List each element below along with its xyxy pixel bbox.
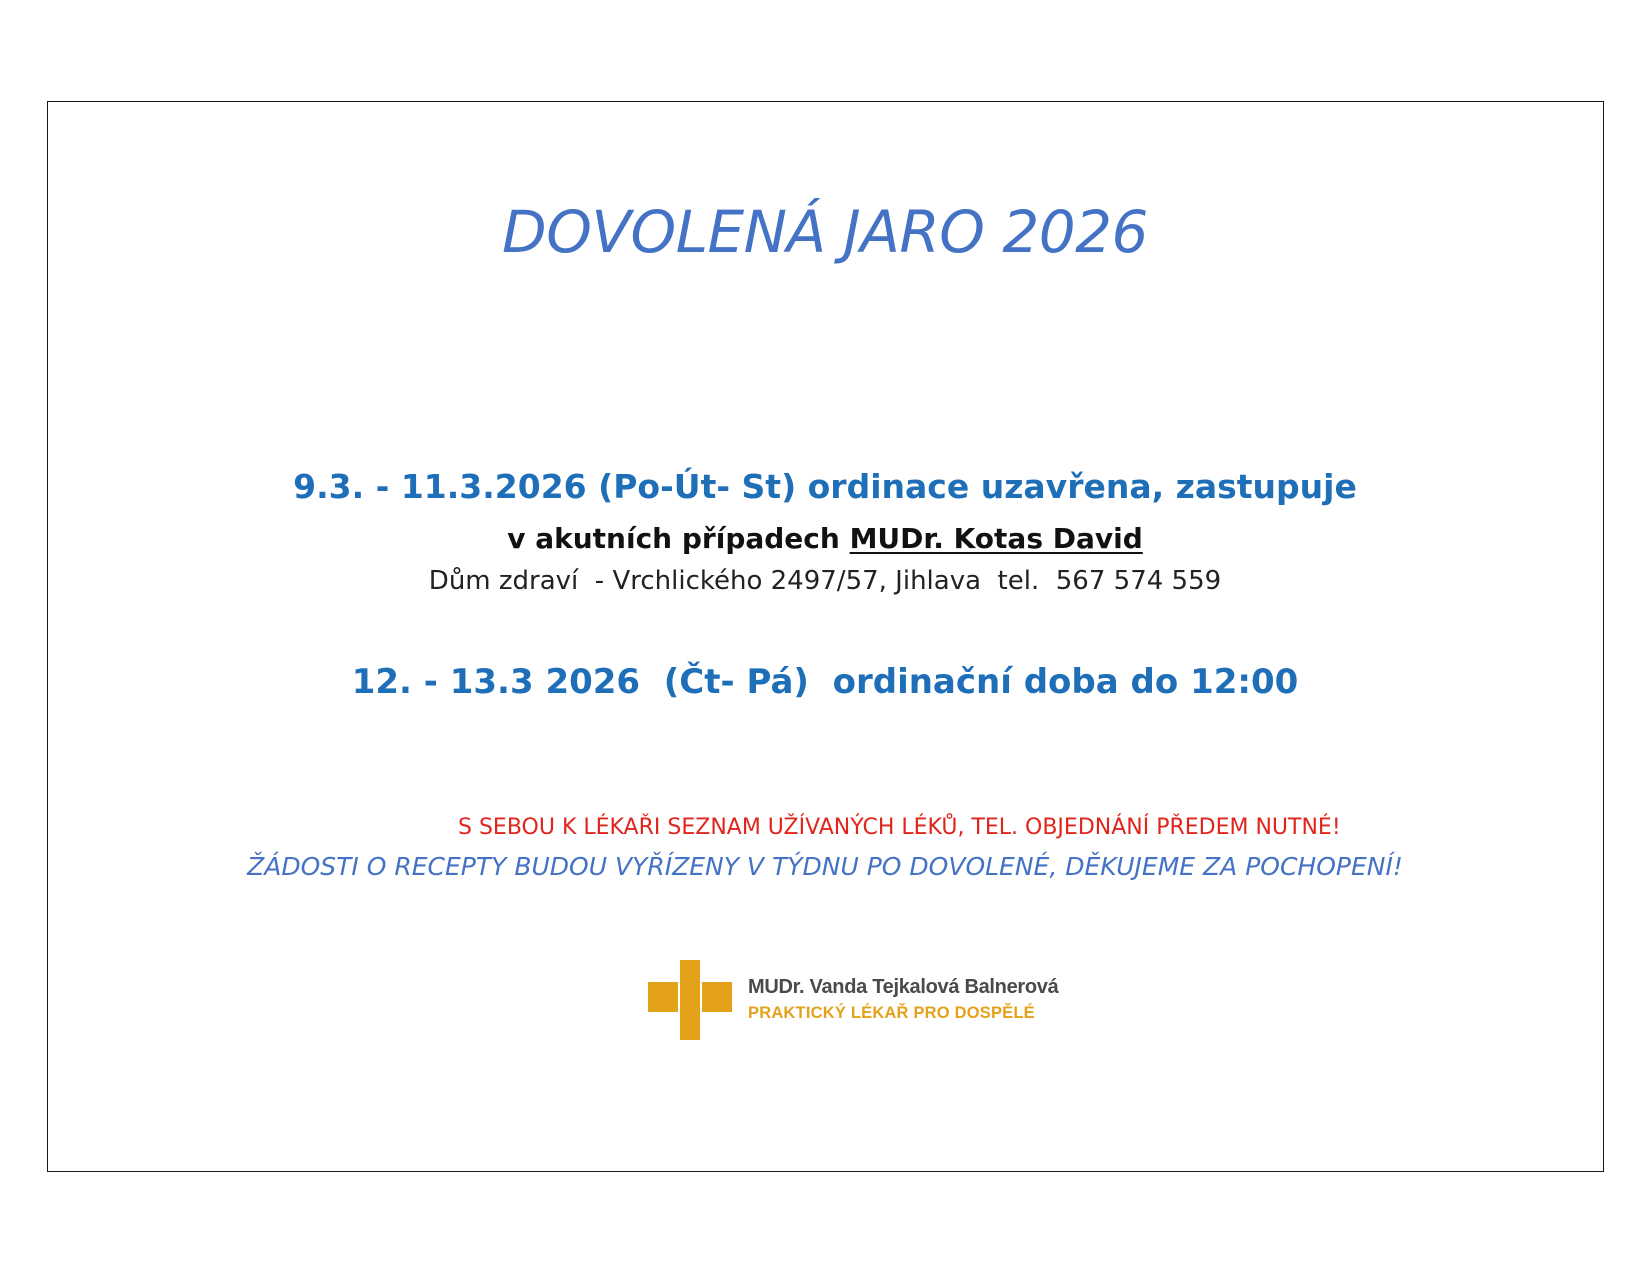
logo-subtitle: PRAKTICKÝ LÉKAŘ PRO DOSPĚLÉ bbox=[748, 1004, 1035, 1022]
reduced-hours-line: 12. - 13.3 2026 (Čt- Pá) ordinační doba do 12:00 bbox=[351, 662, 1299, 702]
warning-text: S SEBOU K LÉKAŘI SEZNAM UŽÍVANÝCH LÉKŮ, TEL. OBJEDNÁNÍ PŘEDEM NUTNÉ! bbox=[458, 815, 1341, 840]
notice-title: DOVOLENÁ JARO 2026 bbox=[502, 198, 1148, 266]
acute-cases-prefix: v akutních případech bbox=[507, 522, 850, 555]
acute-cases-line bbox=[0, 522, 1650, 555]
substitute-address-line: Dům zdraví - Vrchlického 2497/57, Jihlava tel. 567 574 559 bbox=[428, 566, 1222, 596]
substitute-doctor-name: MUDr. Kotas David bbox=[849, 522, 1143, 555]
cross-icon bbox=[648, 958, 732, 1042]
clinic-logo bbox=[648, 958, 1068, 1042]
prescriptions-thanks-text: ŽÁDOSTI O RECEPTY BUDOU VYŘÍZENY V TÝDNU PO DOVOLENÉ, DĚKUJEME ZA POCHOPENÍ! bbox=[247, 852, 1403, 881]
logo-doctor-name: MUDr. Vanda Tejkalová Balnerová bbox=[748, 976, 1059, 998]
closure-dates-line: 9.3. - 11.3.2026 (Po-Út- St) ordinace uzavřena, zastupuje bbox=[293, 467, 1357, 506]
